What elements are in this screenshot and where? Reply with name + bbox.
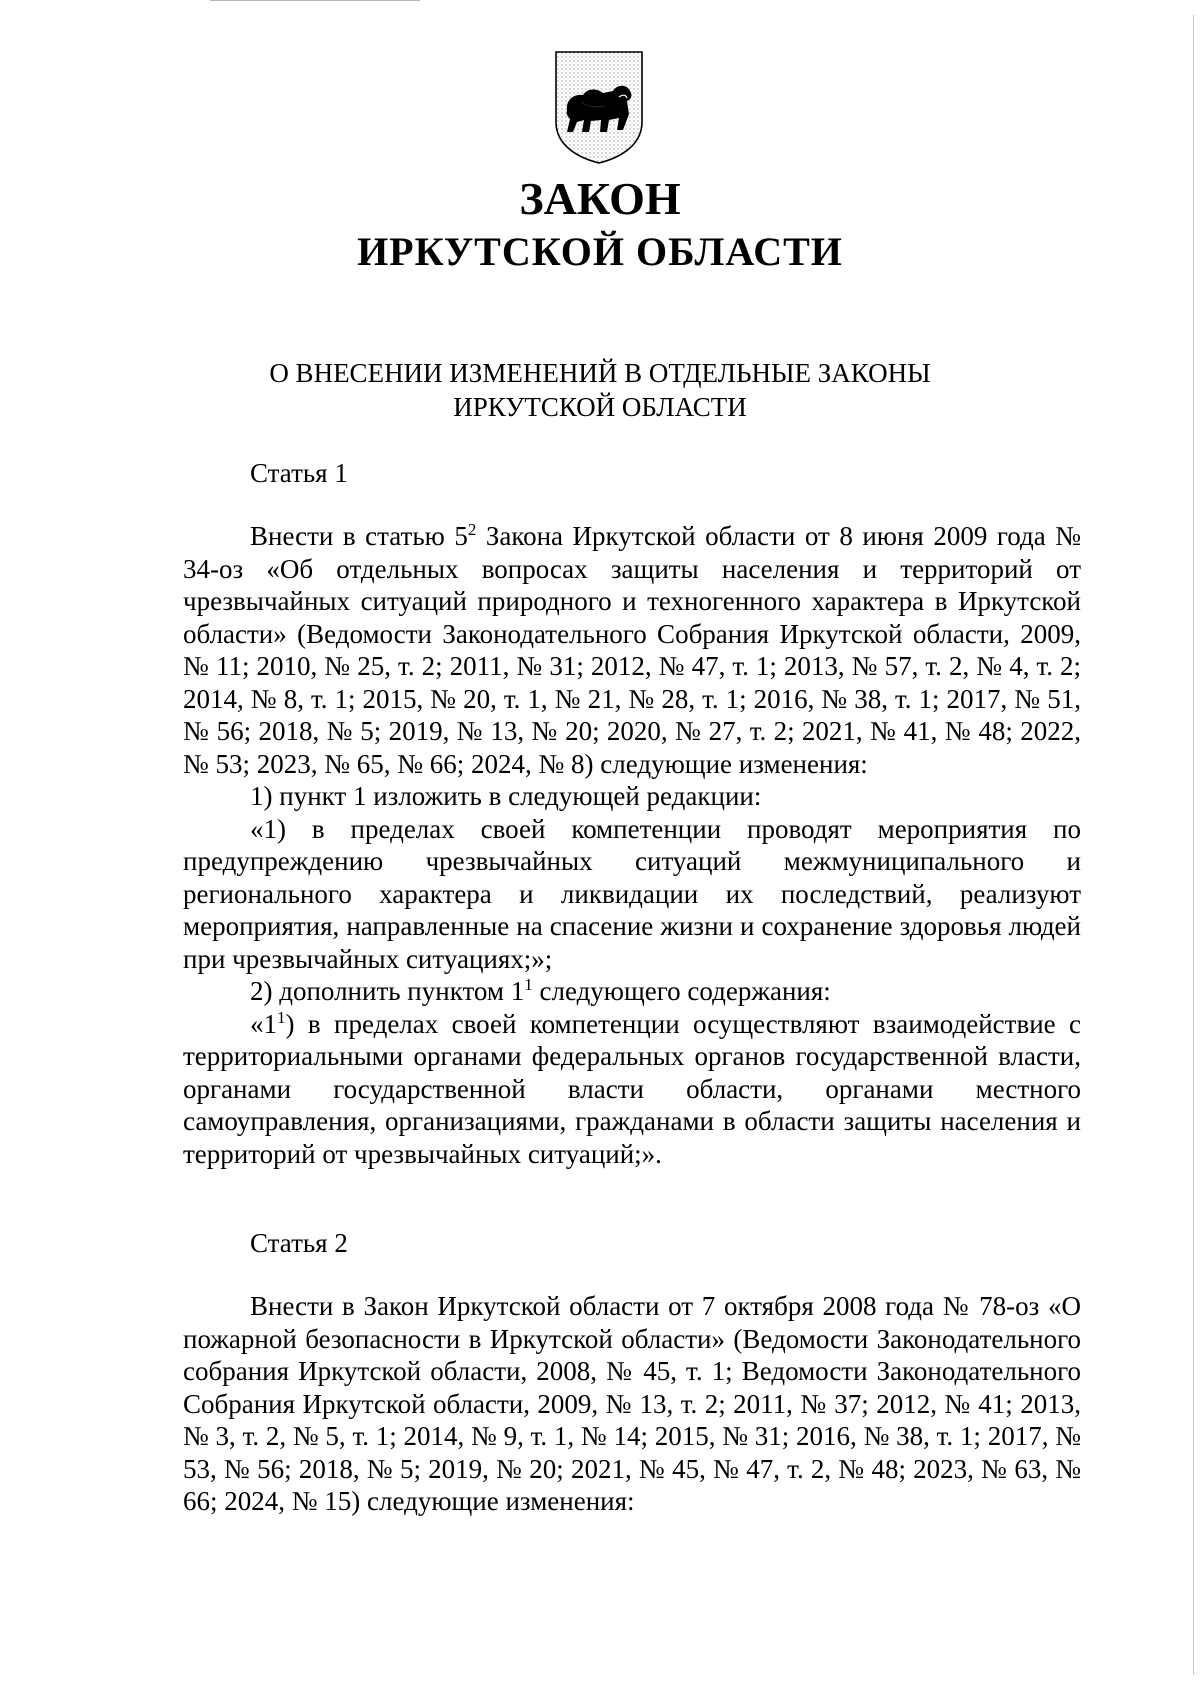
- article-1-intro: Внести в статью $5^2$ Закона Иркутской области от 8 июня 2009 года № 34-оз «Об отдельных вопросах защиты населения и территорий от чрезвычайных ситуаций природного и техногенного характера в Иркутской области» (Ведомости Законодательного Собрания Иркутской области, 2009, № 11; 2010, № 25, т. 2; 2011, № 31; 2012, № 47, т. 1; 2013, № 57, т. 2, № 4, т. 2; 2014, № 8, т. 1; 2015, № 20, т. 1, № 21, № 28, т. 1; 2016, № 38, т. 1; 2017, № 51, № 56; 2018, № 5; 2019, № 13, № 20; 2020, № 27, т. 2; 2021, № 41, № 48; 2022, № 53; 2023, № 65, № 66; 2024, № 8) следующие изменения:: [183, 520, 1081, 779]
- article-1-label: Статья 1: [250, 458, 348, 488]
- scan-edge-top: [210, 0, 420, 1]
- law-heading-line2: ИРКУТСКОЙ ОБЛАСТИ: [453, 392, 747, 422]
- article-1-body: [183, 520, 1081, 1170]
- document-title: ЗАКОН: [519, 173, 681, 224]
- document-subtitle: ИРКУТСКОЙ ОБЛАСТИ: [357, 229, 843, 274]
- article-1-item-2-text: «$1^1$) в пределах своей компетенции осуществляют взаимодействие с территориальными органами федеральных органов государственной власти, органами государственной власти области, органами местного самоуправления, организациями, гражданами в области защиты населения и территорий от чрезвычайных ситуаций;».: [183, 1007, 1081, 1169]
- law-heading-line1: О ВНЕСЕНИИ ИЗМЕНЕНИЙ В ОТДЕЛЬНЫЕ ЗАКОНЫ: [269, 358, 931, 388]
- article-2-intro: Внести в Закон Иркутской области от 7 октября 2008 года № 78-оз «О пожарной безопасности в Иркутской области» (Ведомости Законодательного собрания Иркутской области, 2008, № 45, т. 1; Ведомости Законодательного Собрания Иркутской области, 2009, № 13, т. 2; 2011, № 37; 2012, № 41; 2013, № 3, т. 2, № 5, т. 1; 2014, № 9, т. 1, № 14; 2015, № 31; 2016, № 38, т. 1; 2017, № 53, № 56; 2018, № 5; 2019, № 20; 2021, № 45, № 47, т. 2, № 48; 2023, № 63, № 66; 2024, № 15) следующие изменения:: [183, 1291, 1081, 1516]
- article-1-item-1-text: «1) в пределах своей компетенции проводят мероприятия по предупреждению чрезвычайных ситуаций межмуниципального и регионального характера и ликвидации их последствий, реализуют мероприятия, направленные на спасение жизни и сохранение здоровья людей при чрезвычайных ситуациях;»;: [183, 813, 1081, 974]
- coat-of-arms-icon: [553, 48, 645, 166]
- article-2-body: [183, 1290, 1081, 1518]
- article-1-item-1: 1) пункт 1 изложить в следующей редакции:: [250, 781, 762, 811]
- article-2-label: Статья 2: [250, 1228, 348, 1258]
- article-1-item-2: 2) дополнить пунктом $1^1$ следующего содержания:: [250, 975, 831, 1006]
